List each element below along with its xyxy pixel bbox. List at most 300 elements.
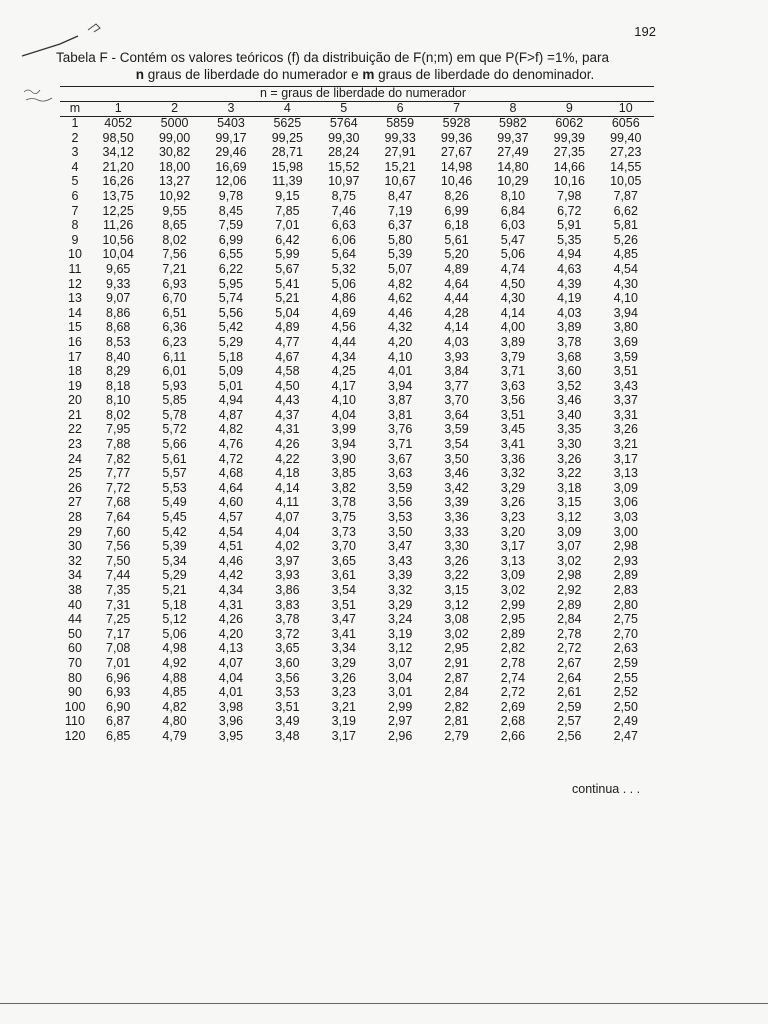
m-value-cell: 8 [71, 218, 79, 233]
f-value-cell: 3,59 [613, 349, 638, 364]
f-value-cell: 3,21 [613, 437, 638, 452]
f-value-cell: 3,75 [331, 510, 356, 525]
f-value-cell: 7,35 [106, 583, 131, 597]
f-value-cell: 4,82 [218, 422, 244, 437]
f-value-cell: 5,56 [218, 305, 244, 320]
f-value-cell: 28,24 [328, 145, 360, 160]
f-value-cell: 3,23 [500, 510, 526, 525]
f-value-cell: 4,85 [613, 247, 638, 262]
f-value-cell: 3,39 [444, 495, 469, 510]
f-value-cell: 99,40 [610, 130, 642, 145]
f-value-cell: 8,45 [218, 203, 244, 218]
m-value-cell: 17 [68, 349, 82, 364]
page-bottom-rule [0, 1003, 768, 1004]
f-value-cell: 3,35 [557, 422, 582, 437]
m-value-cell: 28 [68, 510, 82, 525]
f-value-cell: 4,26 [275, 437, 300, 452]
f-value-cell: 4,46 [387, 305, 413, 320]
f-value-cell: 2,69 [500, 699, 526, 714]
f-value-cell: 2,74 [500, 670, 526, 685]
f-value-cell: 6,93 [106, 685, 131, 700]
f-value-cell: 3,64 [444, 407, 469, 422]
f-value-cell: 4,64 [218, 480, 244, 495]
f-value-cell: 6,55 [218, 247, 244, 262]
f-value-cell: 4,94 [218, 393, 244, 408]
f-value-cell: 3,76 [387, 422, 413, 437]
m-value-cell: 27 [68, 495, 82, 510]
m-value-cell: 24 [68, 451, 82, 466]
f-value-cell: 5,07 [387, 261, 413, 276]
f-value-cell: 3,22 [557, 466, 582, 481]
f-value-cell: 7,50 [106, 553, 131, 568]
f-value-cell: 2,75 [613, 612, 638, 627]
f-value-cell: 3,51 [500, 407, 526, 422]
f-value-cell: 6,01 [162, 364, 187, 379]
f-value-cell: 2,98 [557, 568, 582, 583]
f-value-cell: 8,29 [106, 364, 131, 379]
m-value-cell: 7 [71, 203, 79, 218]
f-value-cell: 4,01 [387, 364, 413, 379]
f-value-cell: 9,15 [275, 188, 300, 203]
f-value-cell: 4,14 [275, 480, 300, 495]
f-value-cell: 28,71 [271, 145, 303, 160]
f-value-cell: 4,07 [275, 510, 300, 525]
f-value-cell: 3,30 [557, 437, 582, 452]
f-value-cell: 4,19 [557, 291, 582, 306]
table-body [60, 116, 654, 744]
f-value-cell: 6,62 [613, 203, 638, 218]
f-value-cell: 99,37 [497, 130, 529, 145]
f-value-cell: 6056 [611, 116, 640, 130]
f-value-cell: 3,02 [444, 626, 469, 641]
f-value-cell: 3,13 [500, 553, 526, 568]
f-value-cell: 5403 [217, 116, 245, 130]
f-value-cell: 4,17 [331, 378, 356, 393]
f-value-cell: 3,68 [557, 349, 582, 364]
f-value-cell: 2,84 [444, 685, 469, 700]
f-value-cell: 3,53 [387, 510, 413, 525]
f-value-cell: 2,79 [444, 728, 469, 743]
f-value-cell: 2,95 [500, 612, 526, 627]
f-value-cell: 5,85 [162, 393, 187, 408]
f-value-cell: 6,42 [275, 232, 300, 247]
table-row [60, 379, 654, 394]
f-value-cell: 4,85 [162, 685, 187, 700]
n-column-header: 6 [396, 101, 404, 115]
table-row [60, 452, 654, 467]
f-value-cell: 3,96 [218, 714, 244, 729]
f-value-cell: 4,02 [275, 539, 300, 554]
f-value-cell: 2,47 [613, 728, 638, 743]
f-value-cell: 4,25 [331, 364, 356, 379]
f-value-cell: 16,26 [102, 174, 134, 189]
table-row [60, 306, 654, 321]
f-value-cell: 3,78 [557, 334, 582, 349]
f-value-cell: 3,82 [331, 480, 356, 495]
f-value-cell: 3,93 [275, 568, 300, 583]
f-value-cell: 2,72 [500, 685, 526, 700]
f-value-cell: 4,00 [500, 320, 526, 335]
f-distribution-table [60, 100, 654, 744]
f-value-cell: 3,01 [387, 685, 413, 700]
f-value-cell: 8,02 [162, 232, 187, 247]
f-value-cell: 21,20 [102, 159, 134, 174]
n-column-header: 1 [114, 101, 122, 115]
f-value-cell: 3,13 [613, 466, 638, 481]
m-value-cell: 110 [65, 714, 85, 729]
f-value-cell: 5,78 [162, 407, 187, 422]
f-value-cell: 5928 [442, 116, 471, 130]
f-value-cell: 3,12 [387, 641, 413, 656]
f-value-cell: 5,57 [162, 466, 187, 481]
f-value-cell: 4,39 [557, 276, 582, 291]
f-value-cell: 4,01 [218, 685, 244, 700]
f-value-cell: 10,29 [497, 174, 529, 189]
f-value-cell: 7,08 [106, 641, 131, 656]
f-value-cell: 3,81 [387, 407, 413, 422]
f-value-cell: 2,56 [557, 728, 582, 743]
f-value-cell: 3,69 [613, 334, 638, 349]
f-value-cell: 10,67 [384, 174, 416, 189]
f-value-cell: 10,97 [328, 174, 360, 189]
m-value-cell: 6 [71, 188, 79, 203]
f-value-cell: 4,34 [331, 349, 356, 364]
f-value-cell: 3,61 [331, 568, 356, 583]
f-value-cell: 6,18 [444, 218, 469, 233]
f-value-cell: 3,02 [500, 583, 526, 597]
f-value-cell: 3,43 [613, 378, 638, 393]
f-value-cell: 2,57 [557, 714, 582, 729]
f-value-cell: 3,54 [444, 437, 469, 452]
f-value-cell: 4,10 [387, 349, 413, 364]
f-value-cell: 4,80 [162, 714, 187, 729]
f-value-cell: 7,01 [106, 655, 131, 670]
f-value-cell: 5,21 [162, 583, 187, 597]
f-value-cell: 4,43 [275, 393, 300, 408]
f-value-cell: 3,06 [613, 495, 638, 510]
f-value-cell: 5,06 [500, 247, 526, 262]
f-value-cell: 3,63 [387, 466, 413, 481]
f-value-cell: 3,07 [387, 655, 413, 670]
f-value-cell: 2,55 [613, 670, 638, 685]
f-value-cell: 3,65 [331, 553, 356, 568]
f-value-cell: 4,34 [218, 583, 244, 597]
f-value-cell: 8,53 [106, 334, 131, 349]
f-value-cell: 5,91 [557, 218, 582, 233]
f-value-cell: 3,09 [613, 480, 638, 495]
f-value-cell: 13,27 [158, 174, 191, 189]
f-value-cell: 6,96 [106, 670, 131, 685]
f-value-cell: 7,25 [106, 612, 131, 627]
f-value-cell: 5,67 [275, 261, 300, 276]
f-value-cell: 3,70 [444, 393, 469, 408]
f-value-cell: 4,82 [162, 699, 187, 714]
m-value-cell: 3 [71, 145, 79, 160]
f-value-cell: 3,31 [613, 407, 638, 422]
f-value-cell: 2,92 [557, 583, 582, 597]
table-row [60, 612, 654, 627]
f-value-cell: 2,52 [613, 685, 638, 700]
table-row [60, 189, 654, 204]
m-value-cell: 5 [71, 174, 79, 189]
f-value-cell: 2,61 [557, 685, 582, 700]
f-value-cell: 7,98 [557, 188, 582, 203]
f-value-cell: 7,56 [106, 539, 131, 554]
f-value-cell: 5,45 [162, 510, 187, 525]
f-value-cell: 4,68 [218, 466, 244, 481]
f-value-cell: 6062 [555, 116, 584, 130]
f-value-cell: 12,06 [215, 174, 247, 189]
f-value-cell: 8,02 [106, 407, 131, 422]
table-row [60, 656, 654, 671]
f-value-cell: 3,41 [500, 437, 526, 452]
n-column-header: 4 [283, 101, 291, 115]
f-value-cell: 6,87 [106, 714, 131, 729]
f-value-cell: 4,26 [218, 612, 244, 627]
table-row [60, 247, 654, 262]
f-value-cell: 2,91 [444, 655, 469, 670]
f-value-cell: 4052 [104, 116, 133, 130]
table-row [60, 174, 654, 189]
f-value-cell: 3,26 [557, 451, 582, 466]
f-value-cell: 4,74 [500, 261, 526, 276]
f-value-cell: 3,60 [275, 655, 300, 670]
f-value-cell: 7,87 [613, 188, 638, 203]
m-value-cell: 22 [68, 422, 82, 437]
f-value-cell: 4,20 [387, 334, 413, 349]
f-value-cell: 27,49 [497, 145, 529, 160]
f-value-cell: 2,59 [557, 699, 582, 714]
f-value-cell: 7,56 [162, 247, 187, 262]
m-value-cell: 9 [71, 232, 79, 247]
n-column-header: 8 [509, 101, 517, 115]
table-row [60, 422, 654, 437]
f-value-cell: 3,03 [613, 510, 638, 525]
f-value-cell: 6,23 [162, 334, 187, 349]
table-row [60, 495, 654, 510]
f-value-cell: 4,67 [275, 349, 300, 364]
f-value-cell: 3,89 [557, 320, 582, 335]
f-value-cell: 8,68 [106, 320, 131, 335]
f-value-cell: 2,82 [444, 699, 469, 714]
f-value-cell: 4,64 [444, 276, 469, 291]
f-value-cell: 3,98 [218, 699, 244, 714]
f-value-cell: 3,15 [444, 583, 469, 597]
f-value-cell: 5,64 [331, 247, 356, 262]
f-value-cell: 14,66 [553, 159, 585, 174]
f-value-cell: 5,99 [275, 247, 300, 262]
f-value-cell: 99,33 [384, 130, 416, 145]
m-value-cell: 11 [68, 261, 82, 276]
f-value-cell: 4,18 [275, 466, 300, 481]
title-line-2-mid: graus de liberdade do numerador e [143, 67, 363, 82]
f-value-cell: 3,09 [500, 568, 526, 583]
f-value-cell: 5982 [499, 116, 527, 130]
f-value-cell: 3,71 [500, 364, 526, 379]
f-value-cell: 6,85 [106, 728, 131, 743]
f-value-cell: 99,30 [328, 130, 360, 145]
f-value-cell: 3,21 [331, 699, 356, 714]
f-value-cell: 5,42 [162, 524, 187, 539]
table-row [60, 204, 654, 219]
f-value-cell: 3,77 [444, 378, 469, 393]
f-value-cell: 7,46 [331, 203, 356, 218]
f-value-cell: 7,64 [106, 510, 131, 525]
m-value-cell: 12 [68, 276, 82, 291]
f-value-cell: 3,29 [500, 480, 526, 495]
f-value-cell: 2,82 [500, 641, 526, 656]
f-value-cell: 7,44 [106, 568, 131, 583]
table-row [60, 700, 654, 715]
f-value-cell: 12,25 [102, 203, 134, 218]
f-value-cell: 3,78 [331, 495, 356, 510]
f-value-cell: 3,24 [387, 612, 413, 627]
f-value-cell: 4,03 [444, 334, 469, 349]
f-value-cell: 5,04 [275, 305, 300, 320]
f-value-cell: 3,37 [613, 393, 638, 408]
f-value-cell: 3,26 [444, 553, 469, 568]
table-row [60, 233, 654, 248]
f-value-cell: 3,45 [500, 422, 526, 437]
f-value-cell: 3,46 [557, 393, 582, 408]
f-value-cell: 2,66 [500, 728, 526, 743]
f-value-cell: 4,04 [218, 670, 244, 685]
f-value-cell: 27,91 [384, 145, 416, 160]
table-row [60, 627, 654, 642]
f-value-cell: 4,07 [218, 655, 244, 670]
f-value-cell: 2,97 [387, 714, 413, 729]
f-value-cell: 3,20 [500, 524, 526, 539]
f-value-cell: 99,17 [215, 130, 247, 145]
f-value-cell: 4,86 [331, 291, 356, 306]
f-value-cell: 5,80 [387, 232, 413, 247]
f-value-cell: 4,54 [218, 524, 244, 539]
f-value-cell: 4,94 [557, 247, 582, 262]
f-value-cell: 9,33 [106, 276, 131, 291]
f-value-cell: 30,82 [158, 145, 191, 160]
f-value-cell: 3,53 [275, 685, 300, 700]
f-value-cell: 3,89 [500, 334, 526, 349]
f-value-cell: 3,22 [444, 568, 469, 583]
f-value-cell: 18,00 [158, 159, 191, 174]
f-value-cell: 5,74 [218, 291, 244, 306]
f-value-cell: 3,86 [275, 583, 300, 597]
f-value-cell: 2,63 [613, 641, 638, 656]
f-value-cell: 3,94 [613, 305, 638, 320]
f-value-cell: 4,87 [218, 407, 244, 422]
table-row [60, 277, 654, 292]
f-value-cell: 2,59 [613, 655, 638, 670]
f-value-cell: 3,59 [444, 422, 469, 437]
f-value-cell: 7,59 [218, 218, 244, 233]
f-value-cell: 2,89 [500, 626, 526, 641]
f-value-cell: 3,72 [275, 626, 300, 641]
table-row [60, 116, 654, 131]
f-value-cell: 6,36 [162, 320, 187, 335]
f-value-cell: 99,00 [158, 130, 191, 145]
m-value-cell: 20 [68, 393, 82, 408]
f-value-cell: 3,07 [557, 539, 582, 554]
table-row [60, 671, 654, 686]
f-value-cell: 3,93 [444, 349, 469, 364]
f-value-cell: 7,17 [106, 626, 131, 641]
f-value-cell: 3,42 [444, 480, 469, 495]
f-value-cell: 3,32 [387, 583, 413, 597]
f-value-cell: 4,63 [557, 261, 582, 276]
f-value-cell: 2,68 [500, 714, 526, 729]
f-value-cell: 15,52 [328, 159, 360, 174]
f-value-cell: 3,52 [557, 378, 582, 393]
m-value-cell: 120 [64, 728, 86, 743]
f-value-cell: 5,42 [218, 320, 244, 335]
f-value-cell: 3,34 [331, 641, 356, 656]
f-value-cell: 3,50 [444, 451, 469, 466]
f-value-cell: 2,64 [557, 670, 582, 685]
f-value-cell: 10,56 [102, 232, 134, 247]
f-value-cell: 3,17 [500, 539, 526, 554]
f-value-cell: 2,78 [500, 655, 526, 670]
table-row [60, 320, 654, 335]
f-value-cell: 4,03 [557, 305, 582, 320]
f-value-cell: 7,01 [275, 218, 300, 233]
table-row [60, 598, 654, 613]
f-value-cell: 6,11 [162, 349, 187, 364]
f-value-cell: 4,50 [500, 276, 526, 291]
f-value-cell: 4,44 [444, 291, 469, 306]
f-value-cell: 15,98 [271, 159, 303, 174]
f-value-cell: 8,47 [387, 188, 413, 203]
f-value-cell: 3,51 [275, 699, 300, 714]
f-value-cell: 4,92 [162, 655, 187, 670]
f-value-cell: 4,62 [387, 291, 413, 306]
table-row [60, 568, 654, 583]
m-value-cell: 60 [68, 641, 82, 656]
m-value-cell: 1 [71, 116, 79, 130]
table-row [60, 160, 654, 175]
numerator-header: n = graus de liberdade do numerador [260, 86, 467, 100]
f-value-cell: 5,47 [500, 232, 526, 247]
f-value-cell: 3,19 [331, 714, 356, 729]
f-value-cell: 3,17 [331, 728, 356, 743]
f-value-cell: 14,55 [610, 159, 642, 174]
f-value-cell: 3,46 [444, 466, 469, 481]
f-value-cell: 5,29 [162, 568, 187, 583]
f-value-cell: 2,99 [387, 699, 413, 714]
f-value-cell: 3,85 [331, 466, 356, 481]
m-value-cell: 40 [68, 597, 82, 612]
f-value-cell: 4,50 [275, 378, 300, 393]
f-value-cell: 3,29 [331, 655, 356, 670]
f-value-cell: 6,51 [162, 305, 187, 320]
f-value-cell: 3,32 [500, 466, 526, 481]
f-value-cell: 3,17 [613, 451, 638, 466]
f-value-cell: 3,56 [275, 670, 300, 685]
f-value-cell: 2,96 [387, 728, 413, 743]
f-value-cell: 6,03 [500, 218, 526, 233]
f-value-cell: 4,72 [218, 451, 244, 466]
title-line-2 [56, 66, 656, 83]
table-row [60, 510, 654, 525]
f-value-cell: 3,94 [331, 437, 356, 452]
f-value-cell: 4,89 [444, 261, 469, 276]
f-value-cell: 3,02 [557, 553, 582, 568]
f-value-cell: 3,12 [557, 510, 582, 525]
f-value-cell: 3,12 [444, 597, 469, 612]
table-row [60, 131, 654, 146]
m-value-cell: 23 [68, 437, 82, 452]
f-value-cell: 5,26 [613, 232, 638, 247]
f-value-cell: 5,66 [162, 437, 187, 452]
